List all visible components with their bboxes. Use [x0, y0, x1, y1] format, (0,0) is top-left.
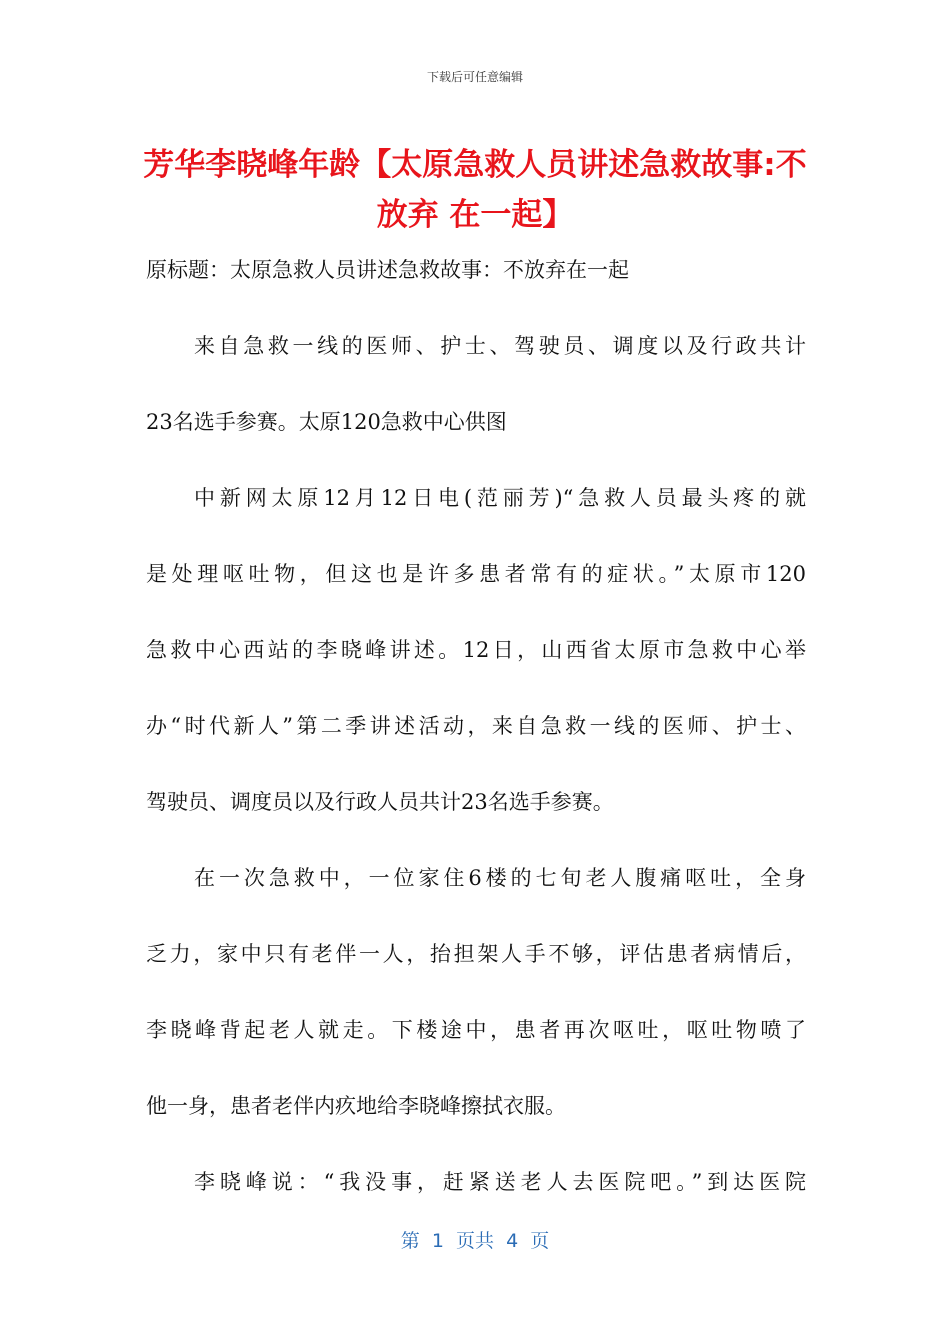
text-line: 原标题：太原急救人员讲述急救故事：不放弃在一起	[146, 258, 629, 282]
text-line: 急救中心西站的李晓峰讲述。12日，山西省太原市急救中心举	[146, 638, 806, 662]
text-line: 是处理呕吐物，但这也是许多患者常有的症状。”太原市120	[146, 562, 806, 586]
text-line: 李晓峰说：“我没事，赶紧送老人去医院吧。”到达医院	[194, 1170, 806, 1194]
text-line: 办“时代新人”第二季讲述活动，来自急救一线的医师、护士、	[146, 714, 806, 738]
text-line: 在一次急救中，一位家住6楼的七旬老人腹痛呕吐，全身	[194, 866, 806, 890]
text-line: 他一身，患者老伴内疚地给李晓峰擦拭衣服。	[146, 1094, 566, 1118]
text-line: 乏力，家中只有老伴一人，抬担架人手不够，评估患者病情后，	[146, 942, 806, 966]
text-line: 驾驶员、调度员以及行政人员共计23名选手参赛。	[146, 790, 614, 814]
document-title: 芳华李晓峰年龄【太原急救人员讲述急救故事:不放弃 在一起】	[143, 147, 807, 233]
text-line: 中新网太原12月12日电(范丽芳)“急救人员最头疼的就	[194, 486, 806, 510]
document-body	[146, 250, 806, 1238]
text-line: 李晓峰背起老人就走。下楼途中，患者再次呕吐，呕吐物喷了	[146, 1018, 806, 1042]
header-note: 下载后可任意编辑	[426, 70, 523, 84]
text-line: 23名选手参赛。太原120急救中心供图	[146, 410, 507, 434]
text-line: 来自急救一线的医师、护士、驾驶员、调度以及行政共计	[194, 334, 806, 358]
page-number: 第 1 页共 4 页	[400, 1230, 550, 1252]
